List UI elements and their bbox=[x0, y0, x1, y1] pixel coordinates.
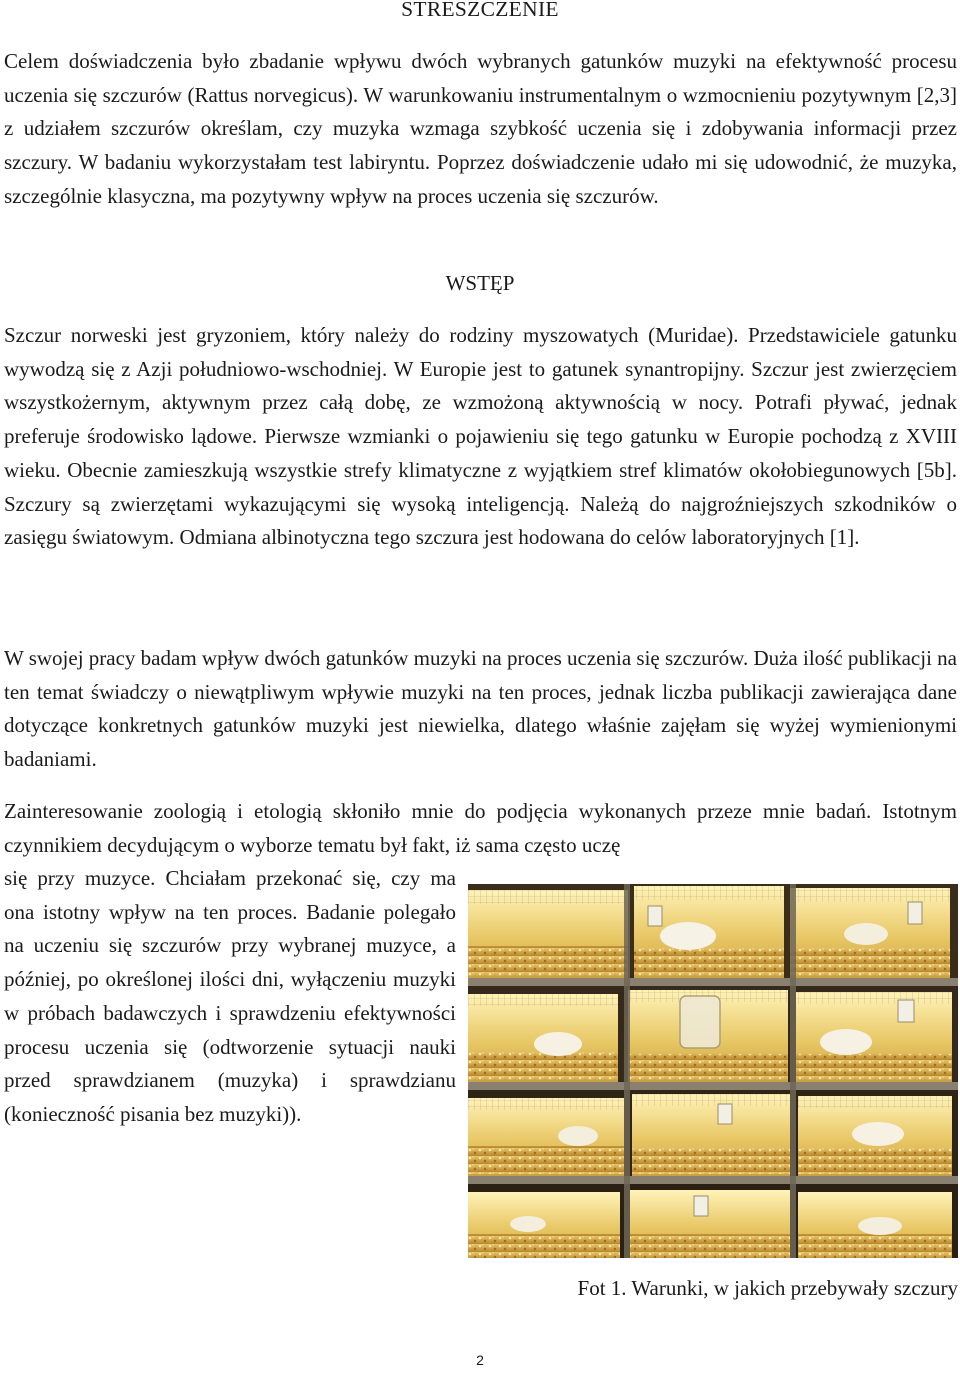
page-number: 2 bbox=[476, 1352, 484, 1368]
intro-paragraph-2: W swojej pracy badam wpływ dwóch gatunków muzyki na proces uczenia się szczurów. Duża ilość publikacji na ten temat świadczy o niewątpliwym wpływie muzyki na ten proces, jednak liczba publikacji zawierająca dane dotyczące konkretnych gatunków muzyki jest niewielka, dlatego właśnie zajęłam się wyżej wymienionymi badaniami. bbox=[4, 646, 957, 772]
intro-paragraph-1: Szczur norweski jest gryzoniem, który należy do rodziny myszowatych (Muridae). Przedstawiciele gatunku wywodzą się z Azji południowo-wschodniej. W Europie jest to gatunek synantropijny. Szczur jest zwierzęciem wszystkożernym, aktywnym przez całą dobę, ze wzmożoną aktywnością w nocy. Potrafi pływać, jednak preferuje środowisko lądowe. Pierwsze wzmianki o pojawieniu się tego gatunku w Europie pochodzą z XVIII wieku. Obecnie zamieszkują wszystkie strefy klimatyczne z wyjątkiem stref klimatów okołobiegunowych [5b]. Szczury są zwierzętami wykazującymi się wysoką inteligencją. Należą do najgroźniejszych szkodników o zasięgu światowym. Odmiana albinotyczna tego szczura jest hodowana do celów laboratoryjnych [1]. bbox=[4, 323, 957, 550]
abstract-paragraph: Celem doświadczenia było zbadanie wpływu dwóch wybranych gatunków muzyki na efektywność procesu uczenia się szczurów (Rattus norvegicus). W warunkowaniu instrumentalnym o wzmocnieniu pozytywnym [2,3] z udziałem szczurów określam, czy muzyka wzmaga szybkość uczenia się i zdobywania informacji przez szczury. W badaniu wykorzystałam test labiryntu. Poprzez doświadczenie udało mi się udowodnić, że muzyka, szczególnie klasyczna, ma pozytywny wpływ na proces uczenia się szczurów. bbox=[4, 49, 957, 208]
intro-paragraph-3: Zainteresowanie zoologią i etologią skłoniło mnie do podjęcia wykonanych przeze mnie badań. Istotnym czynnikiem decydującym o wyborze tematu był fakt, iż sama często uczę bbox=[4, 799, 957, 857]
page-title: STRESZCZENIE bbox=[401, 0, 559, 21]
figure-caption: Fot 1. Warunki, w jakich przebywały szczury bbox=[577, 1276, 958, 1300]
intro-paragraph-4: się przy muzyce. Chciałam przekonać się, czy ma ona istotny wpływ na ten proces. Badanie polegało na uczeniu się szczurów przy wybranej muzyce, a później, po określonej ilości dni, wyłączeniu muzyki w próbach badawczych i sprawdzeniu efektywności procesu uczenia się (odtworzenie sytuacji nauki przed sprawdzianem (muzyka) i sprawdzianu (konieczność pisania bez muzyki)). bbox=[4, 866, 456, 1126]
intro-heading: WSTĘP bbox=[445, 271, 515, 295]
rat-cages-photo bbox=[468, 884, 958, 1258]
